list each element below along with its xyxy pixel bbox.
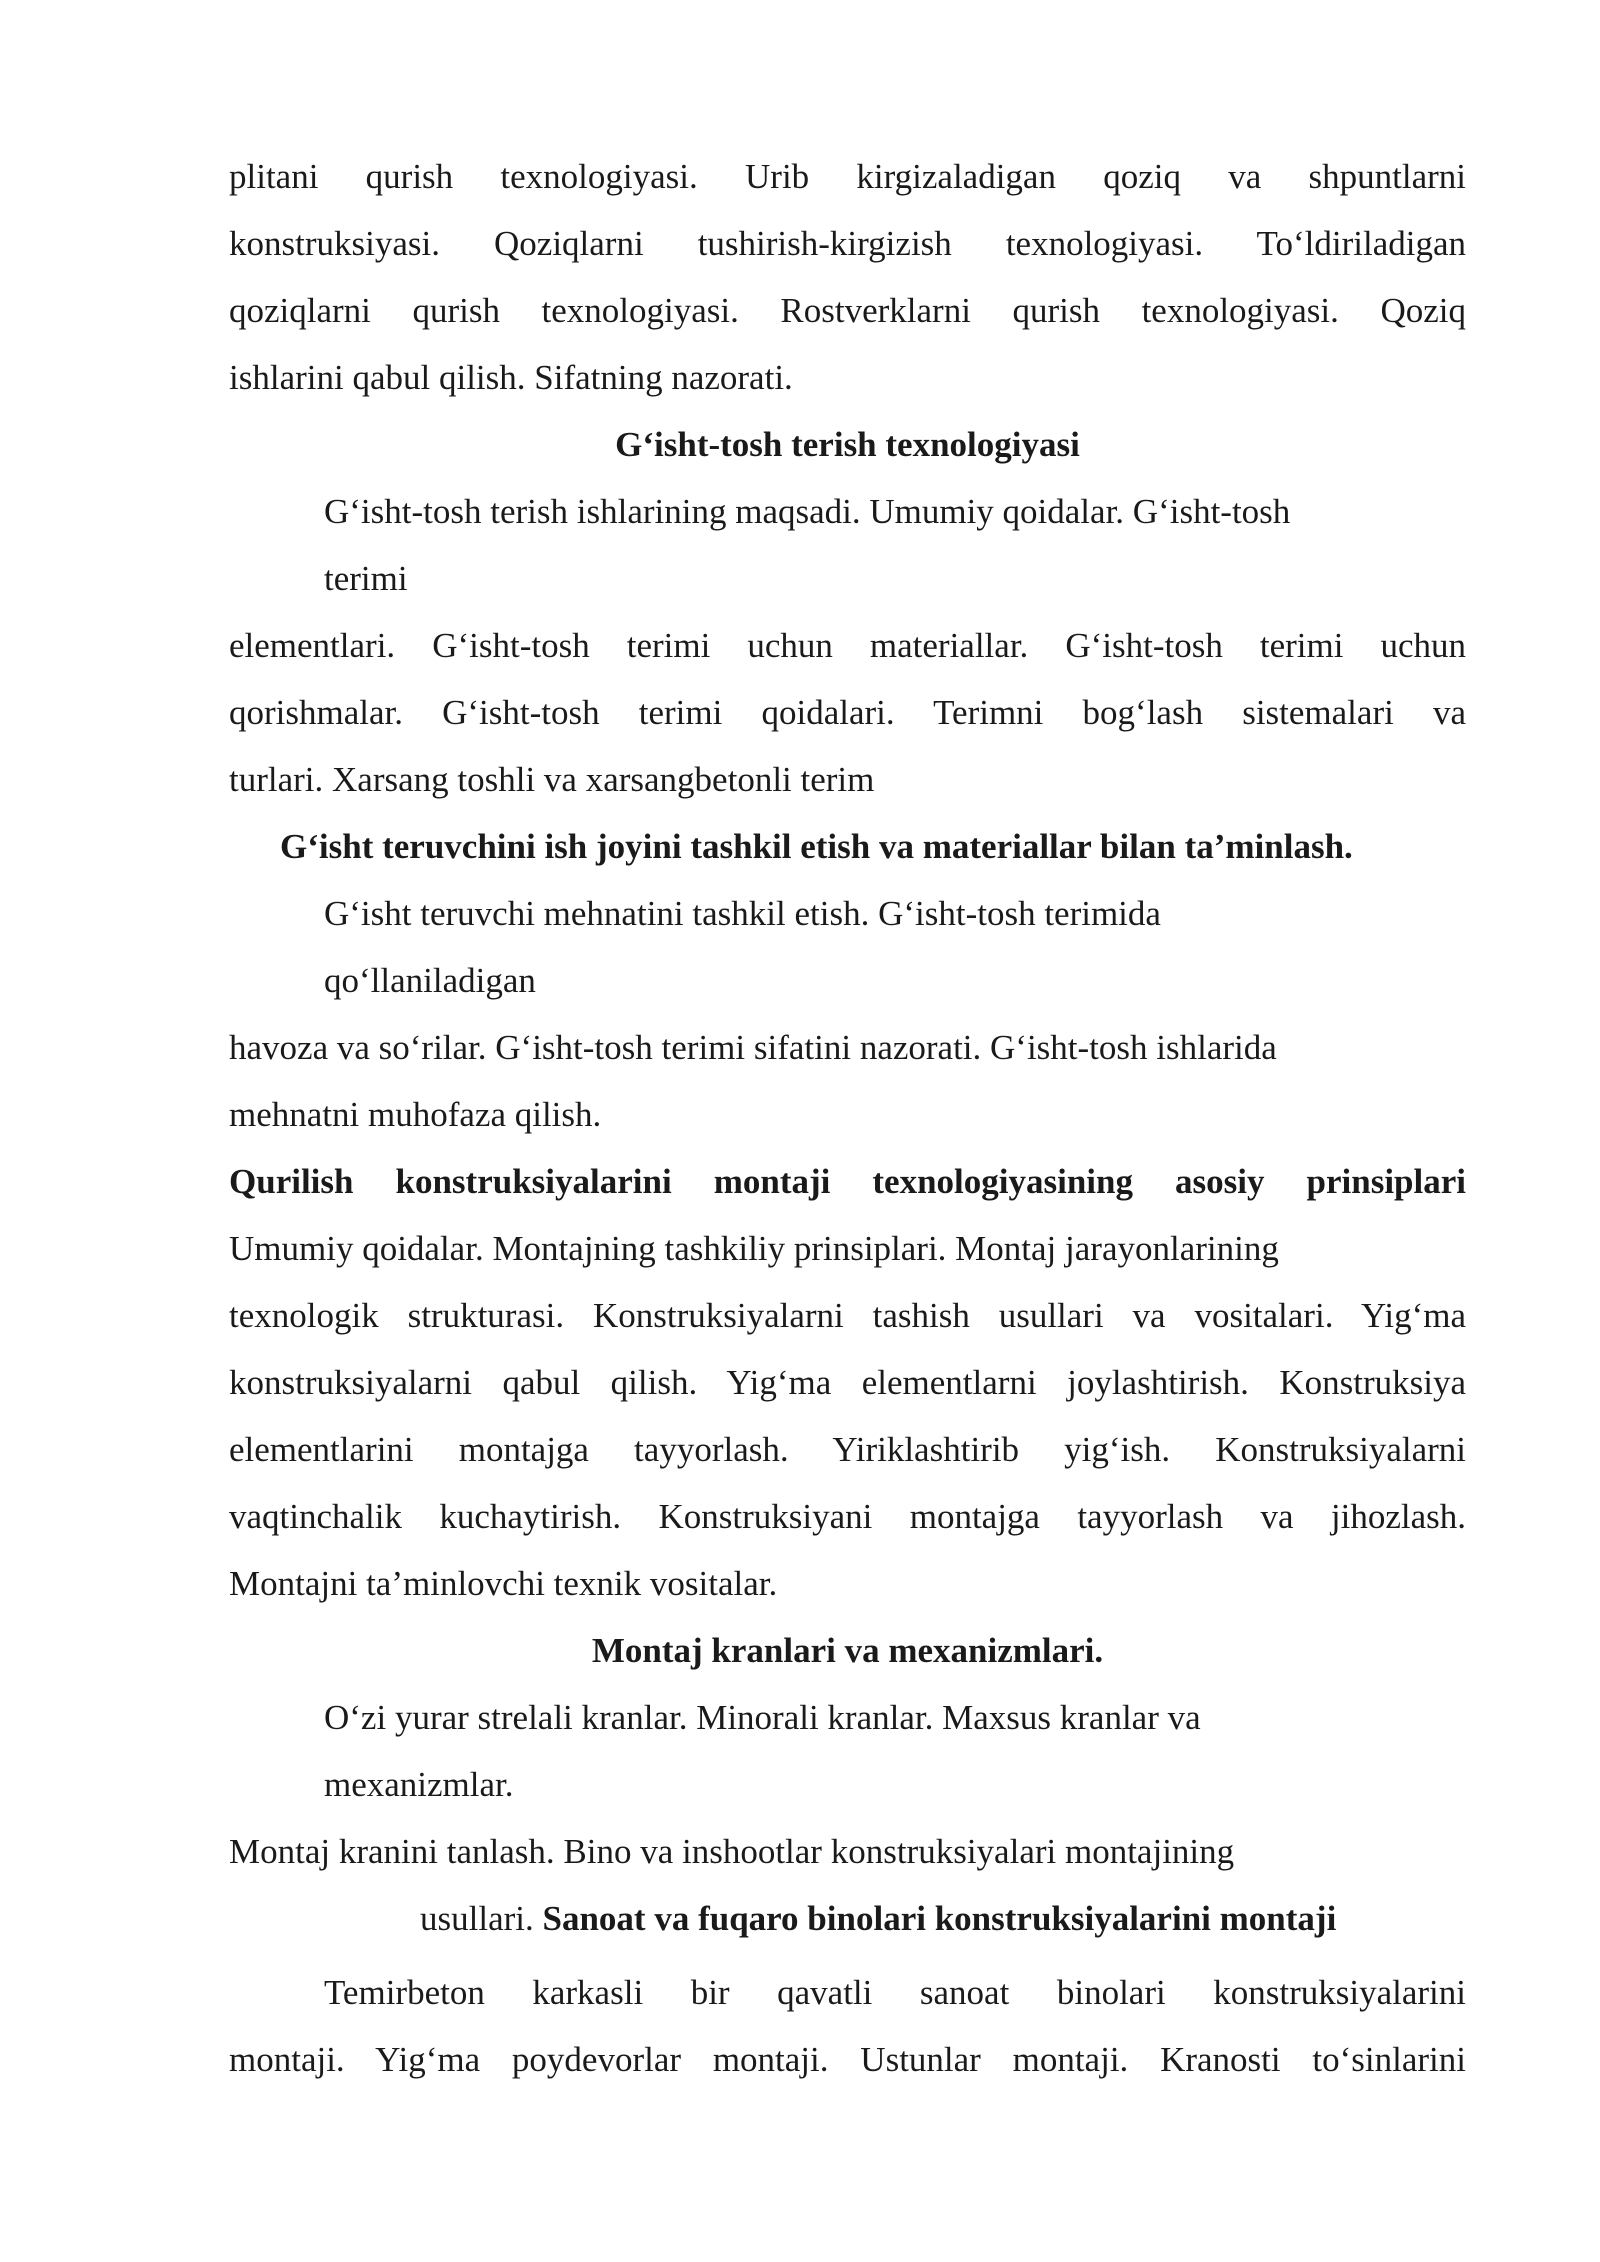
section-heading: G‘isht-tosh terish texnologiyasi	[615, 425, 1080, 464]
body-text-line: konstruksiyasi. Qoziqlarni tushirish-kirgizish texnologiyasi. To‘ldiriladigan	[229, 224, 1466, 263]
section-heading: G‘isht teruvchini ish joyini tashkil etish va materiallar bilan ta’minlash.	[280, 827, 1353, 866]
body-text-line: Temirbeton karkasli bir qavatli sanoat binolari konstruksiyalarini	[324, 1973, 1466, 2012]
body-text-line: havoza va so‘rilar. G‘isht-tosh terimi sifatini nazorati. G‘isht-tosh ishlarida	[229, 1028, 1277, 1067]
body-text-line: G‘isht teruvchi mehnatini tashkil etish. G‘isht-tosh terimida	[324, 894, 1161, 933]
body-text-line: konstruksiyalarni qabul qilish. Yig‘ma elementlarni joylashtirish. Konstruksiya	[229, 1363, 1466, 1402]
body-text-line: turlari. Xarsang toshli va xarsangbetonli terim	[229, 760, 875, 799]
section-heading: Montaj kranlari va mexanizmlari.	[591, 1631, 1104, 1670]
body-text-line: ishlarini qabul qilish. Sifatning nazorati.	[229, 358, 793, 397]
body-text-line: texnologik strukturasi. Konstruksiyalarni tashish usullari va vositalari. Yig‘ma	[229, 1296, 1466, 1335]
body-text-line: mexanizmlar.	[324, 1765, 514, 1804]
body-text-line: vaqtinchalik kuchaytirish. Konstruksiyani montajga tayyorlash va jihozlash.	[229, 1497, 1466, 1536]
body-text-line: plitani qurish texnologiyasi. Urib kirgizaladigan qoziq va shpuntlarni	[229, 157, 1466, 196]
mixed-heading-line	[420, 1898, 1466, 1942]
body-text-line: O‘zi yurar strelali kranlar. Minorali kranlar. Maxsus kranlar va	[324, 1698, 1201, 1737]
body-text-line: mehnatni muhofaza qilish.	[229, 1095, 602, 1134]
body-text-line: elementlarini montajga tayyorlash. Yiriklashtirib yig‘ish. Konstruksiyalarni	[229, 1430, 1466, 1469]
body-text-fragment: usullari.	[420, 1899, 534, 1938]
body-text-line: qo‘llaniladigan	[324, 961, 536, 1000]
body-text-line: G‘isht-tosh terish ishlarining maqsadi. Umumiy qoidalar. G‘isht-tosh	[324, 492, 1291, 531]
body-text-line: terimi	[324, 559, 408, 598]
body-text-line: qoziqlarni qurish texnologiyasi. Rostverklarni qurish texnologiyasi. Qoziq	[229, 291, 1466, 330]
section-heading: Qurilish konstruksiyalarini montaji texnologiyasining asosiy prinsiplari	[229, 1162, 1466, 1201]
body-text-line: elementlari. G‘isht-tosh terimi uchun materiallar. G‘isht-tosh terimi uchun	[229, 626, 1466, 665]
body-text-line: Montaj kranini tanlash. Bino va inshootlar konstruksiyalari montajining	[229, 1832, 1235, 1871]
body-text-line: montaji. Yig‘ma poydevorlar montaji. Ustunlar montaji. Kranosti to‘sinlarini	[229, 2040, 1466, 2079]
section-heading: Sanoat va fuqaro binolari konstruksiyalarini montaji	[542, 1899, 1337, 1938]
body-text-line: Umumiy qoidalar. Montajning tashkiliy prinsiplari. Montaj jarayonlarining	[229, 1229, 1279, 1268]
body-text-line: qorishmalar. G‘isht-tosh terimi qoidalari. Terimni bog‘lash sistemalari va	[229, 693, 1466, 732]
body-text-line: Montajni ta’minlovchi texnik vositalar.	[229, 1564, 778, 1603]
